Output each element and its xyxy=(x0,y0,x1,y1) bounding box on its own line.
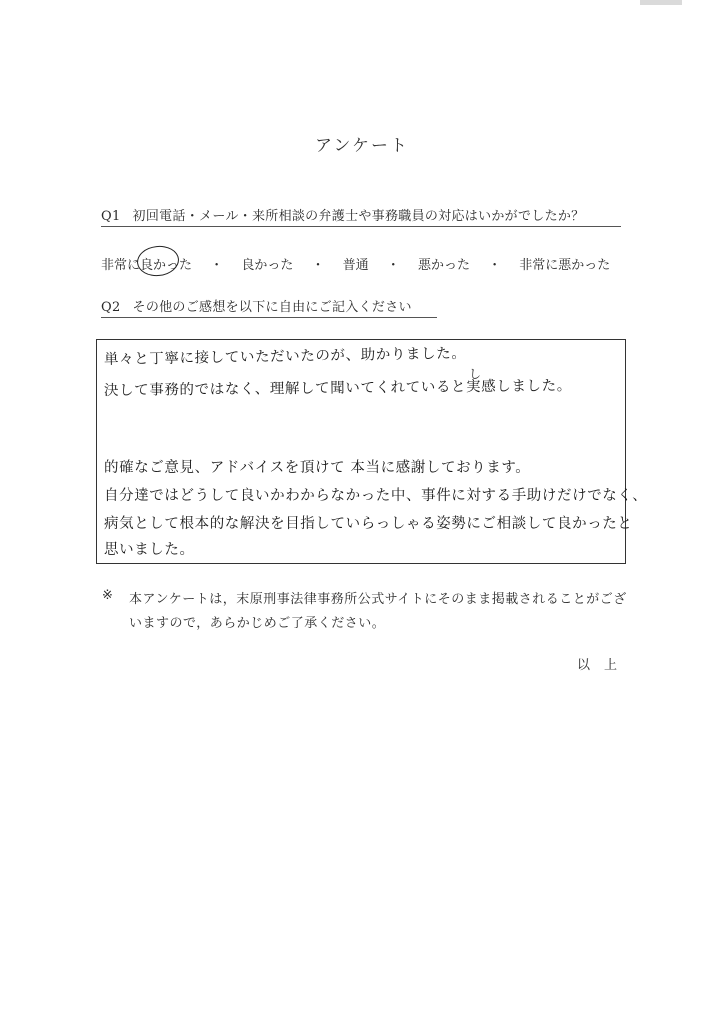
choice-separator: ・ xyxy=(386,258,400,273)
choice-normal[interactable]: 普通 xyxy=(342,258,369,273)
page-title: アンケート xyxy=(315,136,409,156)
question-1 xyxy=(101,205,621,227)
rating-choices xyxy=(101,254,623,273)
question-2 xyxy=(101,296,437,318)
scan-artifact xyxy=(640,0,682,5)
closing-text: 以上 xyxy=(577,658,632,673)
question-1-number: Q1 xyxy=(101,209,121,224)
note-mark: ※ xyxy=(102,588,113,603)
answer-line: 思いました。 xyxy=(104,542,195,558)
answer-line: 単々と丁寧に接していただいたのが、助かりました。 xyxy=(103,345,467,368)
question-1-text: 初回電話・メール・来所相談の弁護士や事務職員の対応はいかがでしたか？ xyxy=(132,209,585,224)
choice-good[interactable]: 良かった xyxy=(241,258,294,273)
answer-line: 自分達ではどうして良いかわからなかった中、事件に対する手助けだけでなく、 xyxy=(104,488,648,504)
choice-very-bad[interactable]: 非常に悪かった xyxy=(519,258,611,273)
choice-very-good[interactable]: 非常に良かった xyxy=(101,258,193,273)
question-2-number: Q2 xyxy=(101,300,121,315)
choice-separator: ・ xyxy=(488,258,502,273)
answer-line: 的確なご意見、アドバイスを頂けて 本当に感謝しております。 xyxy=(104,460,531,476)
choice-separator: ・ xyxy=(311,258,325,273)
publication-note: 本アンケートは，末原刑事法律事務所公式サイトにそのまま掲載されることがございますので，あらかじめご了承ください。 xyxy=(129,592,627,631)
insertion-mark: し xyxy=(469,367,482,381)
answer-line: 病気として根本的な解決を目指していらっしゃる姿勢にご相談して良かったと xyxy=(104,516,633,532)
choice-bad[interactable]: 悪かった xyxy=(417,258,470,273)
answer-line: 決して事務的ではなく、理解して聞いてくれていると実感しました。 xyxy=(103,378,572,399)
question-2-text: その他のご感想を以下に自由にご記入ください xyxy=(132,300,412,315)
choice-separator: ・ xyxy=(210,258,224,273)
